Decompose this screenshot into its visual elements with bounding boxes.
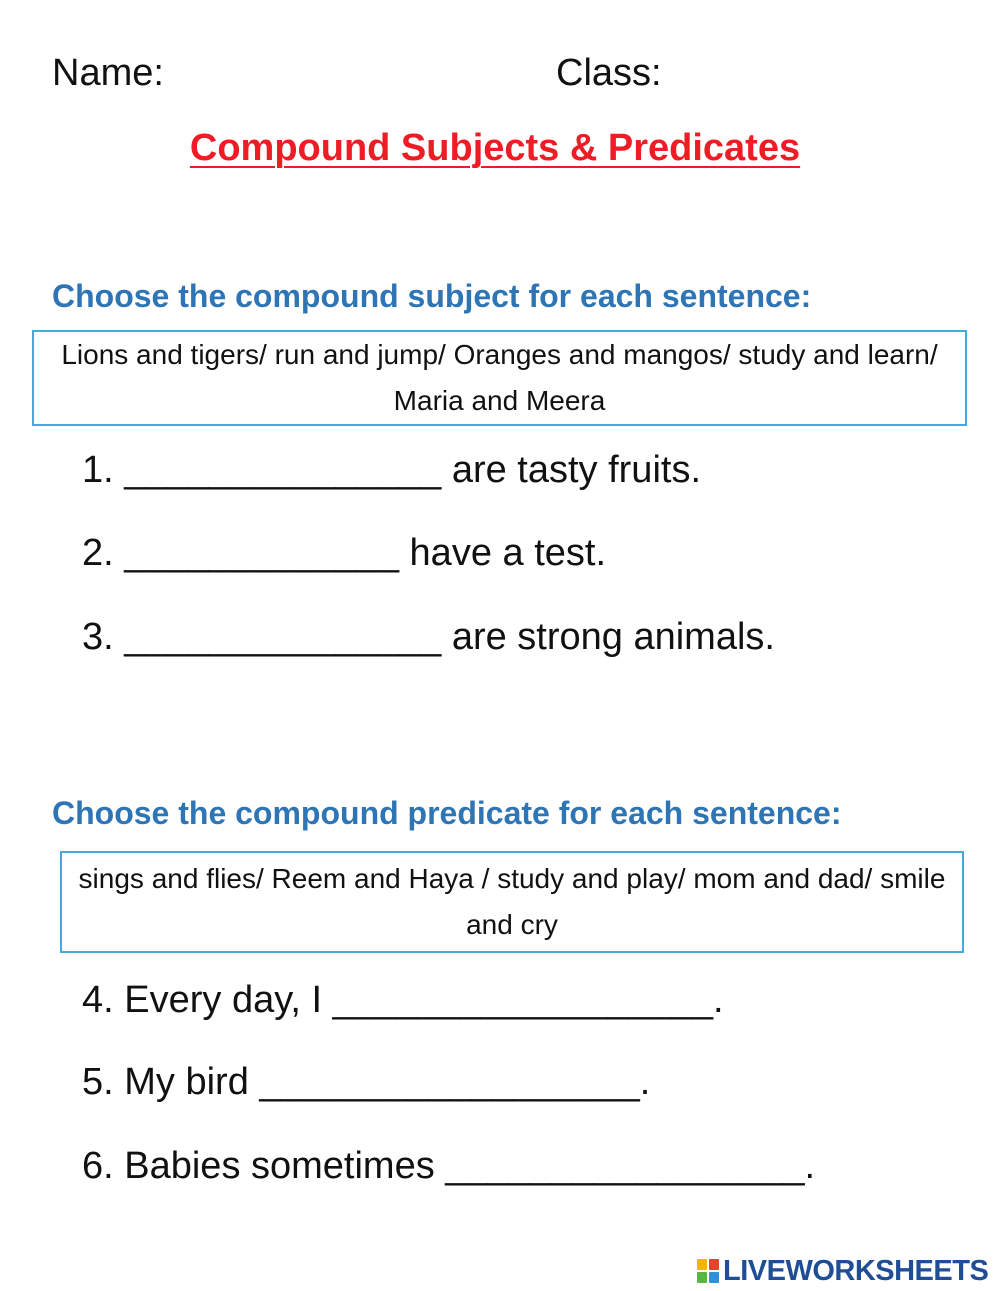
worksheet-title: Compound Subjects & Predicates (189, 127, 801, 169)
logo-text: LIVEWORKSHEETS (723, 1255, 989, 1287)
liveworksheets-logo (697, 1254, 988, 1288)
name-label: Name: (52, 52, 164, 94)
question-3[interactable]: 3. _______________ are strong animals. (82, 616, 775, 658)
class-label: Class: (556, 52, 662, 94)
question-2[interactable]: 2. _____________ have a test. (82, 532, 607, 574)
word-bank-subject-text: Lions and tigers/ run and jump/ Oranges and mangos/ study and learn/ Maria and Meera (61, 339, 938, 416)
question-4[interactable]: 4. Every day, I __________________. (82, 979, 724, 1021)
section-heading-subject: Choose the compound subject for each sentence: (52, 278, 812, 314)
question-6[interactable]: 6. Babies sometimes _________________. (82, 1145, 816, 1187)
liveworksheets-logo-icon (697, 1259, 719, 1283)
question-1[interactable]: 1. _______________ are tasty fruits. (82, 449, 702, 491)
word-bank-subject (32, 330, 967, 426)
word-bank-predicate (60, 851, 964, 953)
section-heading-predicate: Choose the compound predicate for each sentence: (52, 795, 842, 831)
question-5[interactable]: 5. My bird __________________. (82, 1061, 651, 1103)
word-bank-predicate-text: sings and flies/ Reem and Haya / study and play/ mom and dad/ smile and cry (78, 863, 946, 940)
